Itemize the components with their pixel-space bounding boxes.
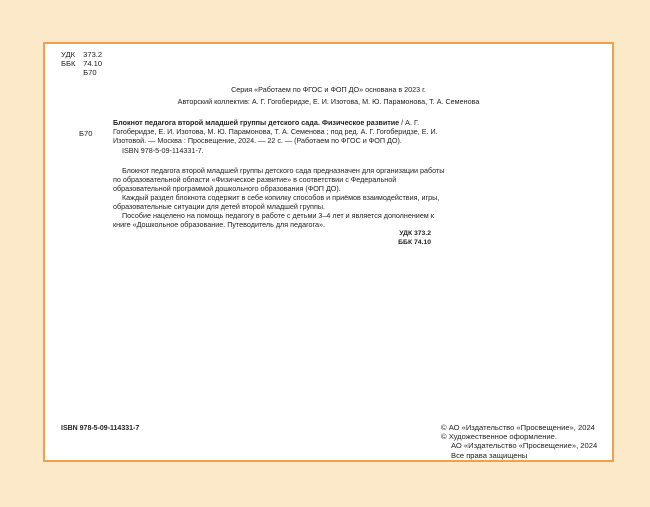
classification-block (61, 50, 102, 77)
bibliographic-description (113, 118, 446, 155)
footer-isbn: ISBN 978-5-09-114331-7 (61, 425, 140, 432)
udk-line (61, 50, 102, 59)
author-mark-line (61, 68, 102, 77)
card-codes (398, 230, 431, 247)
card-code: Б70 (79, 129, 93, 138)
copyright-line: АО «Издательство «Просвещение», 2024 (451, 441, 598, 451)
bbk-line (61, 59, 102, 68)
series-line: Серия «Работаем по ФГОС и ФОП ДО» основана в 2023 г. (231, 85, 426, 94)
annotation (113, 166, 446, 229)
card-udk: УДК 373.2 (399, 230, 431, 237)
copyright-block (441, 423, 597, 460)
annotation-paragraph: Каждый раздел блокнота содержит в себе копилку способов и приёмов взаимодействия, игры, образовательные ситуации для детей второй младшей группы. (113, 193, 440, 211)
authors-line: Авторский коллектив: А. Г. Гогоберидзе, Е. И. Изотова, М. Ю. Парамонова, Т. А. Семенова (177, 97, 480, 106)
udk-label: УДК (61, 50, 76, 59)
copyright-line: © АО «Издательство «Просвещение», 2024 (441, 423, 595, 432)
copyright-line: Все права защищены (451, 450, 528, 460)
annotation-paragraph: Пособие нацелено на помощь педагогу в работе с детьми 3–4 лет и является дополнением к книге «Дошкольное образование. Путеводитель для педагога». (113, 211, 434, 229)
book-title-rest: / А. Г. Гогоберидзе, Е. И. Изотова, М. Ю. Парамонова, Т. А. Семенова ; под ред. А. Г. Гогоберидзе, Е. И. Изотовой. — Москва : Просвещение, 2024. — 22 с. — (Работаем по ФГОС и ФОП ДО). (113, 118, 438, 145)
annotation-paragraph: Блокнот педагога второй младшей группы детского сада предназначен для организации работы по образовательной области «Физическое развитие» в соответствии с Федеральной образовательной программой дошкольного образования (ФОП ДО). (113, 166, 445, 193)
udk-value: 373.2 (83, 50, 103, 59)
card-isbn: ISBN 978-5-09-114331-7. (122, 146, 204, 155)
book-title: Блокнот педагога второй младшей группы детского сада. Физическое развитие (113, 118, 400, 127)
bbk-value: 74.10 (83, 59, 103, 68)
copyright-line: © Художественное оформление. (441, 432, 557, 442)
bbk-label: ББК (61, 59, 76, 68)
imprint-page (43, 42, 614, 462)
author-mark: Б70 (83, 68, 97, 77)
card-bbk: ББК 74.10 (398, 238, 431, 246)
